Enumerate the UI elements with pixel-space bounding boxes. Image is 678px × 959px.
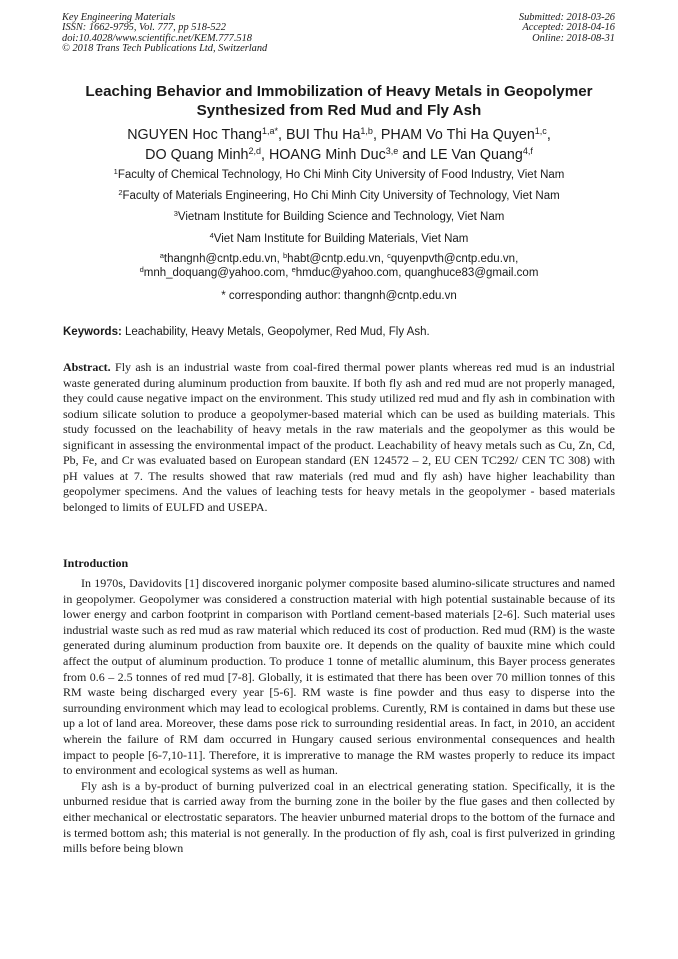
affiliation-3: $^3$Vietnam Institute for Building Science and Technology, Viet Nam — [173, 209, 505, 223]
keywords-text: Leachability, Heavy Metals, Geopolymer, Red Mud, Fly Ash. — [125, 326, 430, 338]
journal-copyright: © 2018 Trans Tech Publications Ltd, Switzerland — [62, 43, 268, 55]
paper-title: Leaching Behavior and Immobilization of Heavy Metals in Geopolymer Synthesized from Red Mud and Fly Ash — [85, 83, 593, 119]
journal-name: Key Engineering Materials — [62, 12, 176, 23]
submitted-date: Submitted: 2018-03-26 — [518, 12, 615, 23]
author: PHAM Vo Thi Ha Quyen$^{1,c}$, — [380, 126, 551, 143]
affiliation-2: $^2$Faculty of Materials Engineering, Ho Chi Minh City University of Technology, Viet Nam — [118, 188, 560, 202]
keywords — [63, 325, 615, 339]
abstract — [63, 360, 615, 515]
author: HOANG Minh Duc$^{3,e}$ and — [268, 145, 431, 163]
online-date: Online: 2018-08-31 — [532, 32, 615, 44]
section-heading-introduction: Introduction — [63, 556, 129, 570]
abstract-label: Abstract. — [63, 360, 111, 374]
affiliation-1: $^1$Faculty of Chemical Technology, Ho Chi Minh City University of Food Industry, Viet Nam — [113, 167, 565, 181]
abstract-text: Fly ash is an industrial waste from coal-fired thermal power plants whereas red mud is an industrial waste generated during aluminum production from bauxite. If both fly ash and red mud are not properly managed, they could cause negative impact on the environment. This study utilized red mud and fly ash in combination with sodium silicate solution to produce a geopolymer-based material which can be used as building materials. This study focussed on the leachability of heavy metals in the raw materials and the geopolymer as this would be significant in assessing the environmental impact of the product. Leachability of heavy metals such as Cu, Zn, Cd, Pb, Fe, and Cr was evaluated based on European standard (EN 124572 – 2, EU CEN TC292/ CEN TC 308) with pH values at 7. The results showed that raw materials (red mud and fly ash) have higher leachability than geopolymer specimens. And the values of leaching tests for heavy metals in the geopolymer - based materials belonged to limits of EULFD and USEPA. — [63, 360, 616, 514]
journal-doi: doi:10.4028/www.scientific.net/KEM.777.518 — [62, 32, 252, 44]
keywords-label: Keywords: — [63, 326, 122, 338]
paragraph: Fly ash is a by-product of burning pulverized coal in an electrical generating station. Specifically, it is the unburned residue that is carried away from the burning zone in the boiler by the flue gases and then collected by either mechanical or electrostatic separators. The heavier unburned material drops to the bottom of the furnace and is termed bottom ash; this material is not generally. In the production of fly ash, coal is first pulverized in grinding mills before being blown — [63, 778, 615, 856]
submission-dates — [519, 13, 615, 44]
affiliation-4: $^4$Viet Nam Institute for Building Materials, Viet Nam — [209, 231, 469, 245]
author: BUI Thu Ha$^{1,b}$, — [285, 126, 381, 143]
author: DO Quang Minh$^{2,d}$, — [145, 145, 269, 163]
corresponding-author: * corresponding author: thangnh@cntp.edu.vn — [221, 290, 457, 302]
author-emails: $^a$thangnh@cntp.edu.vn, $^b$habt@cntp.edu.vn, $^c$quyenpvth@cntp.edu.vn, $^d$mnh_doquang@yahoo.com, $^e$hmduc@yahoo.com, quanghuce83@gmail.com — [139, 251, 539, 279]
author: NGUYEN Hoc Thang$^{1,a*}$, — [127, 126, 286, 143]
journal-info — [62, 13, 267, 55]
accepted-date: Accepted: 2018-04-16 — [522, 22, 615, 34]
author-list — [40, 126, 638, 165]
journal-issn: ISSN: 1662-9795, Vol. 777, pp 518-522 — [62, 22, 226, 34]
author: LE Van Quang$^{4,f}$ — [430, 145, 533, 163]
introduction-body — [63, 576, 615, 857]
paragraph: In 1970s, Davidovits [1] discovered inorganic polymer composite based alumino-silicate structures and named in geopolymer. Geopolymer was considered a construction material with high potential sustainable because of its lower energy and carbon footprint in comparison with Portland cement-based materials [2-6]. Such material uses industrial waste such as red mud as raw material which reduced its cost of production. Red mud (RM) is the waste generated during aluminum production from bauxite ore. It depends on the quality of bauxite mine which could affect the output of aluminum production. To produce 1 tonne of metallic aluminum, this Bayer process generates from 0.6 – 2.5 tonnes of red mud [7-8]. Globally, it is estimated that there has been over 70 million tonnes of this RM waste being discharged every year [5-6]. RM waste is fine powder and thus easy to disperse into the surrounding environment which may lead to ecological problems. Curently, RM is contained in dams but these use up a lot of land area. Moreover, these dams pose rick to surrounding residential areas. In fact, in 2010, an accident wherein the failure of RM dam occurred in Hungary caused serious environmental consequences and health impact to people [6-7,10-11]. Therefore, it is imprerative to manage the RM wastes properly to reduce its impact to environment and ecological systems as well as human. — [63, 576, 615, 778]
